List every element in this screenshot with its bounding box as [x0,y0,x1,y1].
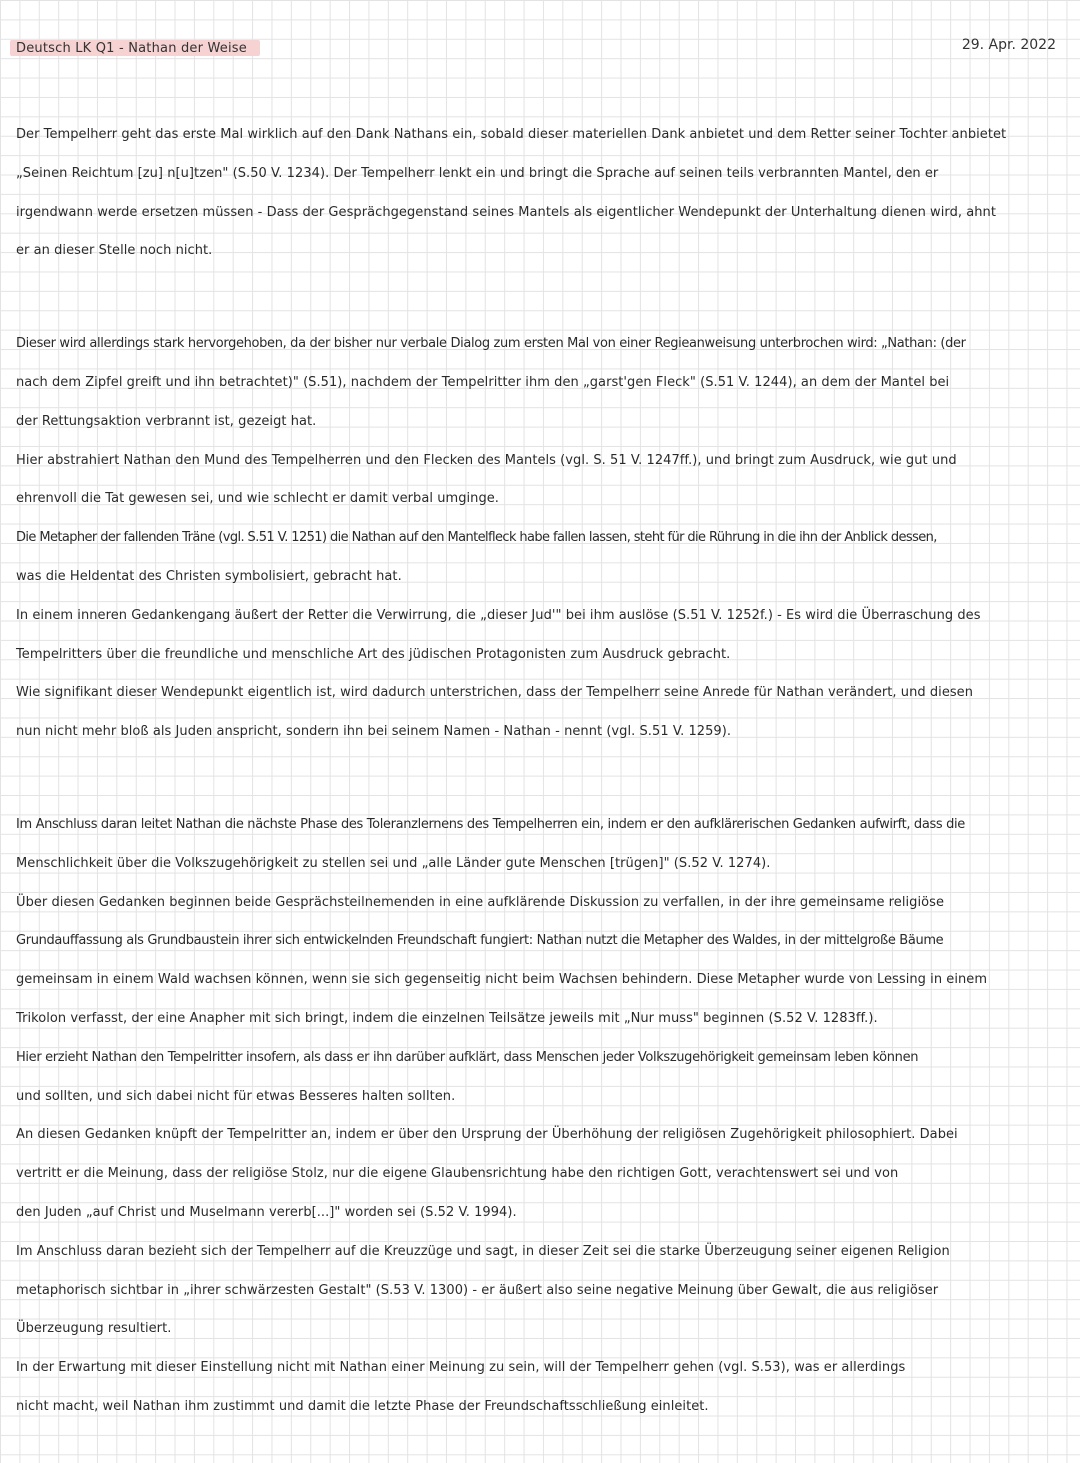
text-line: er an dieser Stelle noch nicht. [16,243,213,259]
text-line: den Juden „auf Christ und Muselmann vererb[...]" worden sei (S.52 V. 1994). [16,1204,517,1220]
text-line: vertritt er die Meinung, dass der religiöse Stolz, nur die eigene Glaubensrichtung habe den richtigen Gott, verachtenswert sei und von [16,1166,899,1182]
text-line: Tempelritters über die freundliche und menschliche Art des jüdischen Protagonisten zum Ausdruck gebracht. [16,646,731,662]
text-line: nicht macht, weil Nathan ihm zustimmt und damit die letzte Phase der Freundschaftsschließung einleitet. [16,1398,709,1414]
text-line: und sollten, und sich dabei nicht für etwas Besseres halten sollten. [16,1088,456,1104]
text-line: Über diesen Gedanken beginnen beide Gesprächsteilnemenden in eine aufklärende Diskussion zu verfallen, in der ihre gemeinsame religiöse [16,894,945,910]
text-line: „Seinen Reichtum [zu] n[u]tzen" (S.50 V. 1234). Der Tempelherr lenkt ein und bringt die Sprache auf seinen teils verbrannten Mantel, den er [16,165,939,181]
page-date: 29. Apr. 2022 [961,37,1056,53]
text-line: In der Erwartung mit dieser Einstellung nicht mit Nathan einer Meinung zu sein, will der Tempelherr gehen (vgl. S.53), was er allerdings [16,1360,906,1376]
text-line: Hier abstrahiert Nathan den Mund des Tempelherren und den Flecken des Mantels (vgl. S. 51 V. 1247ff.), und bringt zum Ausdruck, wie gut und [16,452,957,468]
text-line: Die Metapher der fallenden Träne (vgl. S.51 V. 1251) die Nathan auf den Mantelfleck habe fallen lassen, steht für die Rührung in die ihn der Anblick dessen, [16,530,937,546]
paragraph-1 [16,116,1072,271]
text-line: nun nicht mehr bloß als Juden anspricht, sondern ihn bei seinem Namen - Nathan - nennt (vgl. S.51 V. 1259). [16,724,732,740]
text-line: Der Tempelherr geht das erste Mal wirklich auf den Dank Nathans ein, sobald dieser materiellen Dank anbietet und dem Retter seiner Tochter anbietet [16,127,1007,142]
text-line: An diesen Gedanken knüpft der Tempelritter an, indem er über den Ursprung der Überhöhung der religiösen Zugehörigkeit philosophiert. Dabei [16,1127,958,1143]
text-line: irgendwann werde ersetzen müssen - Dass der Gesprächgegenstand seines Mantels als eigentlicher Wendepunkt der Unterhaltung dienen wird, ahnt [16,204,996,220]
page-title: Deutsch LK Q1 - Nathan der Weise [16,41,247,56]
text-line: Grundauffassung als Grundbaustein ihrer sich entwickelnden Freundschaft fungiert: Nathan nutzt die Metapher des Waldes, in der mittelgroße Bäume [16,933,944,949]
text-line: Im Anschluss daran bezieht sich der Tempelherr auf die Kreuzzüge und sagt, in dieser Zeit sei die starke Überzeugung seiner eigenen Religion [16,1243,950,1259]
text-line: Im Anschluss daran leitet Nathan die nächste Phase des Toleranzlernens des Tempelherren ein, indem er den aufklärerischen Gedanken aufwirft, dass die [16,816,965,832]
page-header [0,36,1080,60]
text-line: metaphorisch sichtbar in „ihrer schwärzesten Gestalt" (S.53 V. 1300) - er äußert also seine negative Meinung über Gewalt, die aus religiöser [16,1282,939,1298]
text-line: ehrenvoll die Tat gewesen sei, und wie schlecht er damit verbal umginge. [16,491,499,507]
text-line: Menschlichkeit über die Volkszugehörigkeit zu stellen sei und „alle Länder gute Menschen [trügen]" (S.52 V. 1274). [16,855,771,871]
text-line: Dieser wird allerdings stark hervorgehoben, da der bisher nur verbale Dialog zum ersten Mal von einer Regieanweisung unterbrochen wird: „Nathan: (der [16,336,966,352]
text-line: Wie signifikant dieser Wendepunkt eigentlich ist, wird dadurch unterstrichen, dass der Tempelherr seine Anrede für Nathan verändert, und diesen [16,685,974,701]
text-line: Trikolon verfasst, der eine Anapher mit sich bringt, indem die einzelnen Teilsätze jeweils mit „Nur muss" beginnen (S.52 V. 1283ff.). [16,1010,878,1026]
essay-body [16,116,1072,1463]
text-line: gemeinsam in einem Wald wachsen können, wenn sie sich gegenseitig nicht beim Wachsen behindern. Diese Metapher wurde von Lessing in einem [16,972,988,988]
text-line: In einem inneren Gedankengang äußert der Retter die Verwirrung, die „dieser Jud'" bei ihm auslöse (S.51 V. 1252f.) - Es wird die Überraschung des [16,607,981,623]
text-line: Hier erzieht Nathan den Tempelritter insofern, als dass er ihn darüber aufklärt, dass Menschen jeder Volkszugehörigkeit gemeinsam leben können [16,1049,919,1065]
paragraph-2 [16,325,1072,752]
paragraph-3 [16,806,1072,1427]
text-line: nach dem Zipfel greift und ihn betrachtet)" (S.51), nachdem der Tempelritter ihm den „garst'gen Fleck" (S.51 V. 1244), an dem der Mantel bei [16,374,950,390]
text-line: was die Heldentat des Christen symbolisiert, gebracht hat. [16,568,402,584]
text-line: Überzeugung resultiert. [16,1321,172,1337]
text-line: der Rettungsaktion verbrannt ist, gezeigt hat. [16,413,317,429]
